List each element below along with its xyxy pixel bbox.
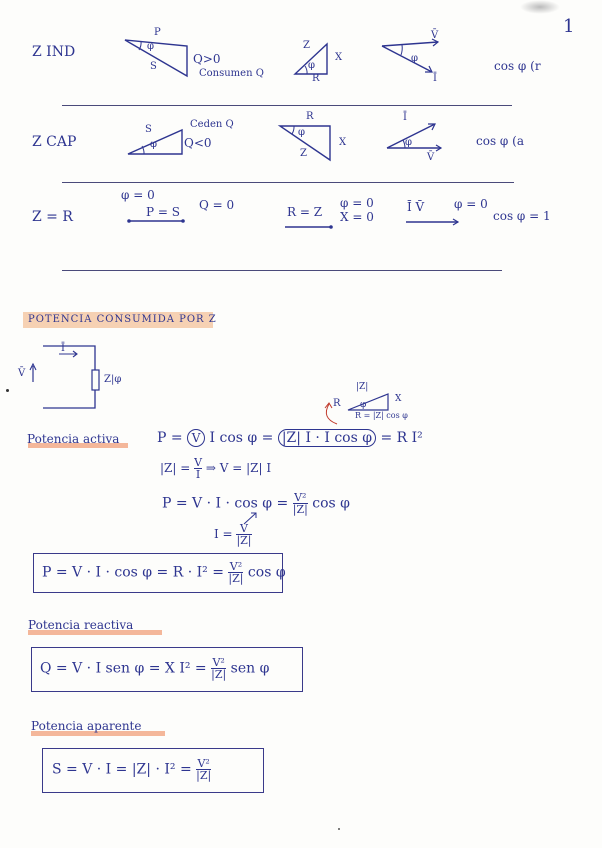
activa-note-triangle [348,392,396,412]
ind-cos-note: cos φ (r [494,59,541,73]
activa-box-den: |Z| [228,572,244,585]
activa-eq3-part-a: P = V · I · cos φ = [162,495,293,512]
activa-eq4-part-a: I = [214,527,237,541]
ind-phasor-i: Ī [433,73,437,84]
cap-tri2-hyp: Z [300,148,307,159]
activa-note-x: X [395,394,402,404]
reactiva-result-formula [40,657,269,680]
cap-label: Z CAP [32,134,77,150]
activa-note-top: |Z| [356,382,369,392]
corner-smudge [520,0,560,14]
activa-eq2-num: V [194,456,203,469]
activa-heading: Potencia activa [27,432,120,446]
cap-tri1-side: Q<0 [184,136,212,150]
cap-tri1-hyp: S [145,124,152,135]
divider-3 [62,270,502,271]
ind-tri1-top: P [154,27,161,38]
res-phi0: φ = 0 [121,188,155,202]
circuit-i: Ī [61,343,65,354]
activa-note-rz: R = |Z| cos φ [355,411,408,420]
activa-eq1-circled-group: |Z| I · I cos φ [278,429,376,447]
aparente-box-den: |Z| [196,769,212,782]
res-phasor-line [404,218,464,226]
cap-phasor-angle: φ [405,137,413,148]
cap-tri2-angle: φ [298,127,306,138]
activa-eq3-part-b: cos φ [307,495,350,512]
reactiva-box-den: |Z| [211,668,227,681]
circuit-z: Z|φ [104,374,122,385]
speck [6,389,9,392]
ind-label: Z IND [32,44,76,60]
ind-tri2-base: R [312,73,320,84]
speck [338,828,340,830]
cap-power-triangle [128,130,188,156]
aparente-box-frac [196,758,211,781]
activa-box-frac [228,561,243,584]
ind-impedance-triangle [295,44,343,76]
aparente-box-num: V² [197,757,210,770]
res-iv: Ī V̄ [407,200,425,214]
activa-result-formula [42,561,286,584]
cap-tri2-side: X [339,137,347,148]
ind-consume-note: Consumen Q [199,68,264,79]
page-number: 1 [563,16,575,37]
cap-tri1-angle: φ [150,139,158,150]
activa-eq1-v-circled: V [187,429,205,447]
activa-box-part-a: P = V · I · cos φ = R · I² = [42,564,229,581]
ind-tri2-hyp: Z [303,40,310,51]
ind-tri2-angle: φ [308,60,316,71]
cap-tri2-top: R [306,111,314,122]
aparente-heading: Potencia aparente [31,719,142,733]
res-power-line [127,218,187,224]
aparente-box-part-a: S = V · I = |Z| · I² = [52,761,197,778]
ind-tri1-angle: φ [147,41,155,52]
activa-eq4-num: V [239,522,248,535]
ind-power-triangle [125,38,195,78]
activa-eq2-frac [194,457,202,480]
circuit-v: V̄ [18,368,26,379]
reactiva-box-num: V² [212,656,225,669]
res-phi0b: φ = 0 [340,196,374,210]
res-ps: P = S [146,205,180,219]
cap-phasor-i: Ī [403,112,407,123]
res-rz: R = Z [287,205,323,219]
divider-2 [62,182,514,183]
activa-eq1 [157,429,423,447]
reactiva-box-part-b: sen φ [226,660,270,677]
activa-box-part-b: cos φ [243,564,286,581]
cap-impedance-triangle [280,122,335,162]
divider-1 [62,105,512,106]
activa-eq2 [160,457,271,480]
res-impedance-line [283,224,335,230]
reactiva-box-frac [211,657,226,680]
ind-tri1-hyp: S [150,61,157,72]
section-title: POTENCIA CONSUMIDA POR Z [28,314,217,325]
cap-cos-note: cos φ (a [476,134,524,148]
activa-eq2-den: I [195,468,201,481]
activa-eq3-num: V² [294,491,307,504]
reactiva-heading: Potencia reactiva [28,618,134,632]
cap-phasor-diagram [385,122,445,152]
cap-phasor-v: V̄ [427,152,435,163]
ind-tri2-side: X [335,52,343,63]
cap-ceden-note: Ceden Q [190,119,234,130]
res-cos1: cos φ = 1 [493,209,551,223]
res-label: Z = R [32,209,73,225]
activa-eq1-part-b: I cos φ = [205,430,278,446]
res-q0: Q = 0 [199,198,235,212]
res-x0: X = 0 [340,210,374,224]
activa-eq1-part-a: P = [157,430,188,446]
reactiva-box-part-a: Q = V · I sen φ = X I² = [40,660,212,677]
activa-box-num: V² [229,560,243,573]
aparente-result-formula [52,758,211,781]
activa-note-phi: φ [360,400,367,410]
activa-eq2-part-b: ⇒ V = |Z| I [202,461,272,475]
activa-eq4-frac [236,523,251,546]
ind-phasor-v: V̄ [431,30,439,41]
activa-eq3-den: |Z| [292,503,308,516]
ind-phasor-angle: φ [411,53,419,64]
circuit-diagram [15,342,150,414]
activa-note-r: R [333,398,341,409]
activa-eq4-den: |Z| [236,534,252,547]
activa-eq3-frac [293,492,308,515]
ind-tri1-side: Q>0 [193,52,221,66]
activa-eq2-part-a: |Z| = [160,461,195,475]
activa-eq1-part-d: = R I² [376,430,423,446]
res-phi0c: φ = 0 [454,197,488,211]
activa-eq4 [214,523,252,546]
